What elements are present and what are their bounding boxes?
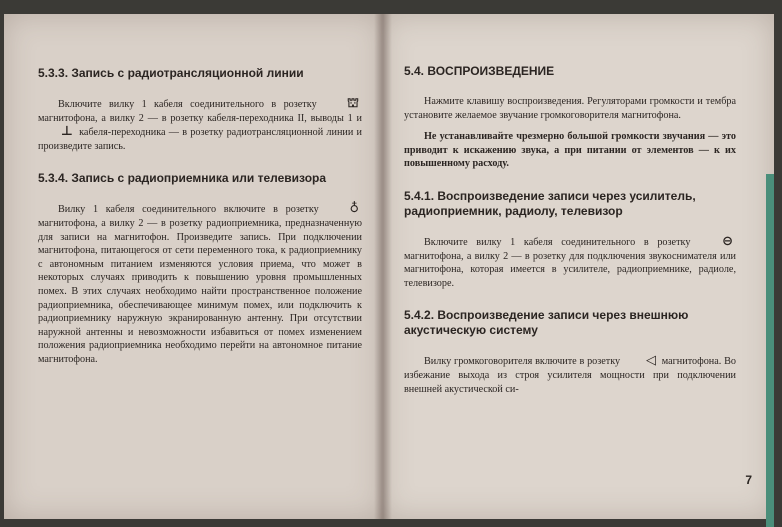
section-5-3-3-paragraph	[38, 97, 362, 153]
page-number: 7	[745, 473, 752, 487]
left-page-content	[38, 66, 362, 375]
cover-edge	[766, 174, 774, 527]
section-5-4-paragraph-1: Нажмите клавишу воспроизведения. Регуляторами громкости и тембра установите желаемое звучание громкоговорителя магнитофона.	[404, 96, 736, 121]
section-5-4-1-paragraph	[404, 235, 736, 290]
ground-terminal-icon: ⊥	[61, 124, 73, 140]
section-5-4-2-title: 5.4.2. Воспроизведение записи через внешнюю акустическую систему	[404, 308, 689, 338]
s533-text-c: кабеля-переходника — в розетку радиотрансляционной линии и произведите запись.	[38, 127, 363, 152]
s533-text-b: магнитофона, а вилку 2 — в розетку кабеля-переходника II, выводы 1 и	[38, 112, 362, 124]
s534-text-a: Вилку 1 кабеля соединительного включите в розетку	[58, 204, 319, 216]
section-5-4-2-paragraph	[404, 354, 736, 396]
right-page	[382, 14, 774, 519]
s542-text-b: магнитофона. Во избежание выхода из строя усилителя мощности при подключении внешней акустической си-	[404, 356, 736, 395]
section-5-4-warning: Не устанавливайте чрезмерно большой громкости звучания — это приводит к искажению звука, а при питании от элементов — к их повышенному расходу.	[404, 131, 736, 170]
radio-socket-icon: ♁	[349, 201, 359, 217]
section-5-3-3-title: 5.3.3. Запись с радиотрансляционной линии	[38, 66, 304, 80]
section-5-4-1-title: 5.4.1. Воспроизведение записи через усилитель, радиоприемник, радиолу, телевизор	[404, 188, 696, 218]
section-5-3-4-title: 5.3.4. Запись с радиоприемника или телевизора	[38, 171, 327, 186]
s534-text-b: магнитофона, а вилку 2 — в розетку радиоприемника, предназначенную для записи на магнитофон. Произведите запись. При подключении магнитофона, питающегося от сети переменного тока, к радиоприемнику с автономным питанием изменяются условия приема, что может в некоторых случаях приводить к повышению уровня промышленных помех. В этих случаях необходимо найти пространственное положение радиоприемника, обеспечивающее минимум помех, или подключить к радиоприемнику наружную экранированную антенну. При отсутствии наружной антенны и невозможности избавиться от помех изменением положения радиоприемника необходимо перейти на автономное питание магнитофона.	[38, 217, 362, 365]
book-gutter	[374, 14, 392, 519]
radio-line-socket-icon: ⛫	[347, 96, 359, 111]
speaker-socket-icon: ◁	[645, 353, 656, 369]
left-page	[4, 14, 382, 519]
section-5-4-title: 5.4. ВОСПРОИЗВЕДЕНИЕ	[404, 64, 555, 78]
s542-text-a: Вилку громкоговорителя включите в розетку	[424, 356, 621, 368]
right-page-content	[404, 64, 736, 404]
s533-text-a: Включите вилку 1 кабеля соединительного в розетку	[58, 99, 317, 110]
s541-text-b: магнитофона, а вилку 2 — в розетку для подключения звукоснимателя или магнитофона, которая имеется в усилителе, радиоприемнике, радиоле, телевизоре.	[404, 250, 736, 289]
playback-socket-icon: ⊖	[722, 233, 733, 249]
section-5-3-4-paragraph	[38, 202, 362, 366]
s541-text-a: Включите вилку 1 кабеля соединительного в розетку	[424, 236, 691, 248]
